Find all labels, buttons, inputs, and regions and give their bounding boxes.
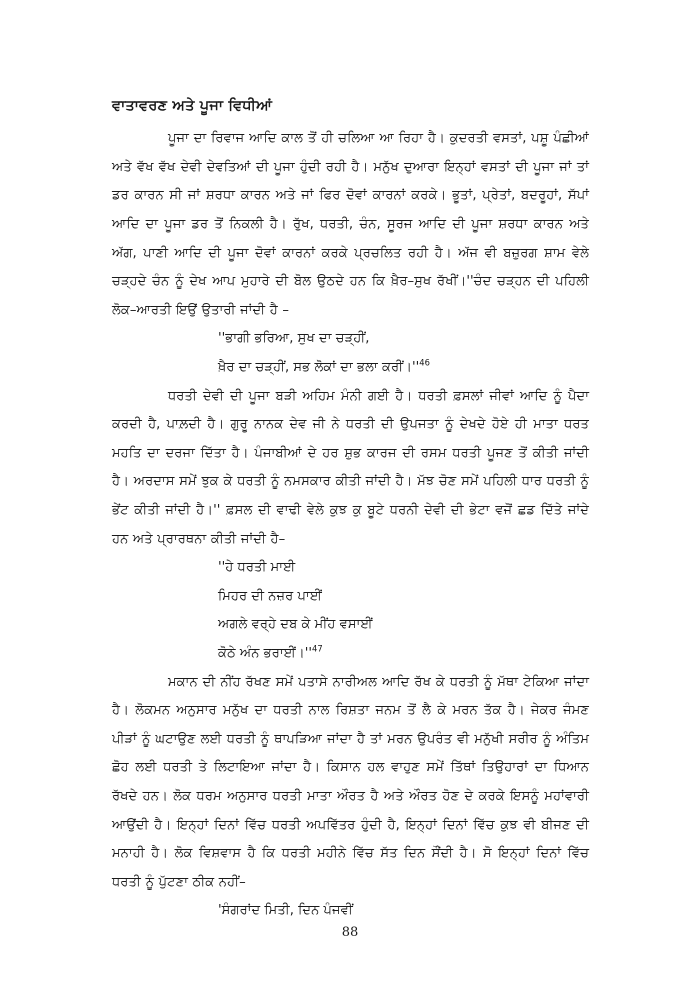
page-content: [112, 96, 589, 926]
verse-line: [112, 583, 589, 612]
footnote-marker: 46: [419, 357, 430, 368]
verse-line-text: ਮਿਹਰ ਦੀ ਨਜ਼ਰ ਪਾਈਂ: [218, 588, 323, 604]
verse-quotation: [112, 554, 589, 668]
page-title: ਵਾਤਾਵਰਣ ਅਤੇ ਪੂਜਾ ਵਿਧੀਆਂ: [112, 98, 273, 114]
body-paragraph: ਧਰਤੀ ਦੇਵੀ ਦੀ ਪੂਜਾ ਬੜੀ ਅਹਿਮ ਮੰਨੀ ਗਈ ਹੈ। ਧਰਤੀ ਫ਼ਸਲਾਂ ਜੀਵਾਂ ਆਦਿ ਨੂੰ ਪੈਦਾ ਕਰਦੀ ਹੈ, ਪਾਲ਼ਦੀ ਹੈ। ਗੁਰੂ ਨਾਨਕ ਦੇਵ ਜੀ ਨੇ ਧਰਤੀ ਦੀ ਉਪਜਤਾ ਨੂੰ ਦੇਖਦੇ ਹੋਏ ਹੀ ਮਾਤਾ ਧਰਤ ਮਹਤਿ ਦਾ ਦਰਜਾ ਦਿੱਤਾ ਹੈ। ਪੰਜਾਬੀਆਂ ਦੇ ਹਰ ਸ਼ੁਭ ਕਾਰਜ ਦੀ ਰਸਮ ਧਰਤੀ ਪੂਜਣ ਤੋਂ ਕੀਤੀ ਜਾਂਦੀ ਹੈ। ਅਰਦਾਸ ਸਮੇਂ ਝੁਕ ਕੇ ਧਰਤੀ ਨੂੰ ਨਮਸਕਾਰ ਕੀਤੀ ਜਾਂਦੀ ਹੈ। ਮੱਝ ਚੋਣ ਸਮੇਂ ਪਹਿਲੀ ਧਾਰ ਧਰਤੀ ਨੂੰ ਭੇਂਟ ਕੀਤੀ ਜਾਂਦੀ ਹੈ।'' ਫ਼ਸਲ ਦੀ ਵਾਢੀ ਵੇਲੇ ਕੁਝ ਕੁ ਬੂਟੇ ਧਰਨੀ ਦੇਵੀ ਦੀ ਭੇਟਾ ਵਜੋਂ ਛਡ ਦਿੱਤੇ ਜਾਂਦੇ ਹਨ ਅਤੇ ਪ੍ਰਾਰਥਨਾ ਕੀਤੀ ਜਾਂਦੀ ਹੈ–: [112, 388, 589, 547]
body-paragraph: ਪੂਜਾ ਦਾ ਰਿਵਾਜ ਆਦਿ ਕਾਲ ਤੋਂ ਹੀ ਚਲਿਆ ਆ ਰਿਹਾ ਹੈ। ਕੁਦਰਤੀ ਵਸਤਾਂ, ਪਸ਼ੂ ਪੰਛੀਆਂ ਅਤੇ ਵੱਖ ਵੱਖ ਦੇਵੀ ਦੇਵਤਿਆਂ ਦੀ ਪੂਜਾ ਹੁੰਦੀ ਰਹੀ ਹੈ। ਮਨੁੱਖ ਦੁਆਰਾ ਇਨ੍ਹਾਂ ਵਸਤਾਂ ਦੀ ਪੂਜਾ ਜਾਂ ਤਾਂ ਡਰ ਕਾਰਨ ਸੀ ਜਾਂ ਸ਼ਰਧਾ ਕਾਰਨ ਅਤੇ ਜਾਂ ਫਿਰ ਦੋਵਾਂ ਕਾਰਨਾਂ ਕਰਕੇ। ਭੂਤਾਂ, ਪ੍ਰੇਤਾਂ, ਬਦਰੂਹਾਂ, ਸੱਪਾਂ ਆਦਿ ਦਾ ਪੂਜਾ ਡਰ ਤੋਂ ਨਿਕਲੀ ਹੈ। ਰੁੱਖ, ਧਰਤੀ, ਚੰਨ, ਸੂਰਜ ਆਦਿ ਦੀ ਪੂਜਾ ਸ਼ਰਧਾ ਕਾਰਨ ਅਤੇ ਅੱਗ, ਪਾਣੀ ਆਦਿ ਦੀ ਪੂਜਾ ਦੋਵਾਂ ਕਾਰਨਾਂ ਕਰਕੇ ਪ੍ਰਚਲਿਤ ਰਹੀ ਹੈ। ਅੱਜ ਵੀ ਬਜ਼ੁਰਗ ਸ਼ਾਮ ਵੇਲੇ ਚੜ੍ਹਦੇ ਚੰਨ ਨੂੰ ਦੇਖ ਆਪ ਮੁਹਾਰੇ ਦੀ ਬੋਲ ਉਠਦੇ ਹਨ ਕਿ ਖ਼ੈਰ–ਸੁਖ ਰੱਖੀਂ।''ਚੰਦ ਚੜ੍ਹਨ ਦੀ ਪਹਿਲੀ ਲੋਕ–ਆਰਤੀ ਇਉਂ ਉਤਾਰੀ ਜਾਂਦੀ ਹੈ –: [112, 131, 589, 318]
verse-line-text: ''ਹੇ ਧਰਤੀ ਮਾਈ: [218, 560, 296, 576]
verse-line: [112, 611, 589, 640]
verse-line: [112, 640, 589, 669]
verse-line: [112, 325, 589, 354]
verse-line-text: ਕੋਠੇ ਅੰਨ ਭਰਾਈਂ।'': [218, 645, 313, 661]
verse-line: [112, 554, 589, 583]
verse-line: [112, 897, 589, 926]
body-blocks: [112, 125, 589, 926]
verse-line-text: ''ਭਾਗੀ ਭਰਿਆ, ਸੁਖ ਦਾ ਚੜ੍ਹੀਂ,: [218, 331, 370, 347]
verse-line: [112, 354, 589, 383]
footnote-marker: 47: [312, 643, 323, 654]
verse-quotation: [112, 325, 589, 382]
page-number: 88: [341, 925, 359, 940]
verse-line-text: ਅਗਲੇ ਵਰ੍ਹੇ ਦਬ ਕੇ ਮੀਂਹ ਵਸਾਈਂ: [218, 617, 373, 633]
verse-quotation: [112, 897, 589, 926]
body-paragraph: ਮਕਾਨ ਦੀ ਨੀਂਹ ਰੱਖਣ ਸਮੇਂ ਪਤਾਸੇ ਨਾਰੀਅਲ ਆਦਿ ਰੱਖ ਕੇ ਧਰਤੀ ਨੂੰ ਮੱਥਾ ਟੇਕਿਆ ਜਾਂਦਾ ਹੈ। ਲੋਕਮਨ ਅਨੁਸਾਰ ਮਨੁੱਖ ਦਾ ਧਰਤੀ ਨਾਲ ਰਿਸ਼ਤਾ ਜਨਮ ਤੋਂ ਲੈ ਕੇ ਮਰਨ ਤੱਕ ਹੈ। ਜੇਕਰ ਜੰਮਣ ਪੀੜਾਂ ਨੂੰ ਘਟਾਉਣ ਲਈ ਧਰਤੀ ਨੂੰ ਥਾਪੜਿਆ ਜਾਂਦਾ ਹੈ ਤਾਂ ਮਰਨ ਉਪਰੰਤ ਵੀ ਮਨੁੱਖੀ ਸਰੀਰ ਨੂੰ ਅੰਤਿਮ ਛੋਹ ਲਈ ਧਰਤੀ ਤੇ ਲਿਟਾਇਆ ਜਾਂਦਾ ਹੈ। ਕਿਸਾਨ ਹਲ ਵਾਹੁਣ ਸਮੇਂ ਤਿੱਥਾਂ ਤਿਉਹਾਰਾਂ ਦਾ ਧਿਆਨ ਰੱਖਦੇ ਹਨ। ਲੋਕ ਧਰਮ ਅਨੁਸਾਰ ਧਰਤੀ ਮਾਤਾ ਔਰਤ ਹੈ ਅਤੇ ਔਰਤ ਹੋਣ ਦੇ ਕਰਕੇ ਇਸਨੂੰ ਮਹਾਂਵਾਰੀ ਆਉਂਦੀ ਹੈ। ਇਨ੍ਹਾਂ ਦਿਨਾਂ ਵਿੱਚ ਧਰਤੀ ਅਪਵਿੱਤਰ ਹੁੰਦੀ ਹੈ, ਇਨ੍ਹਾਂ ਦਿਨਾਂ ਵਿੱਚ ਕੁਝ ਵੀ ਬੀਜਣ ਦੀ ਮਨਾਹੀ ਹੈ। ਲੋਕ ਵਿਸ਼ਵਾਸ ਹੈ ਕਿ ਧਰਤੀ ਮਹੀਨੇ ਵਿੱਚ ਸੱਤ ਦਿਨ ਸੌਂਦੀ ਹੈ। ਸੋ ਇਨ੍ਹਾਂ ਦਿਨਾਂ ਵਿੱਚ ਧਰਤੀ ਨੂੰ ਪੁੱਟਣਾ ਠੀਕ ਨਹੀਂ–: [112, 674, 589, 890]
verse-line-text: 'ਸੰਗਰਾਂਦ ਮਿਤੀ, ਦਿਨ ਪੰਜਵੀਂ: [218, 903, 353, 919]
verse-line-text: ਖ਼ੈਰ ਦਾ ਚੜ੍ਹੀਂ, ਸਭ ਲੋਕਾਂ ਦਾ ਭਲਾ ਕਰੀਂ।'': [218, 360, 420, 376]
